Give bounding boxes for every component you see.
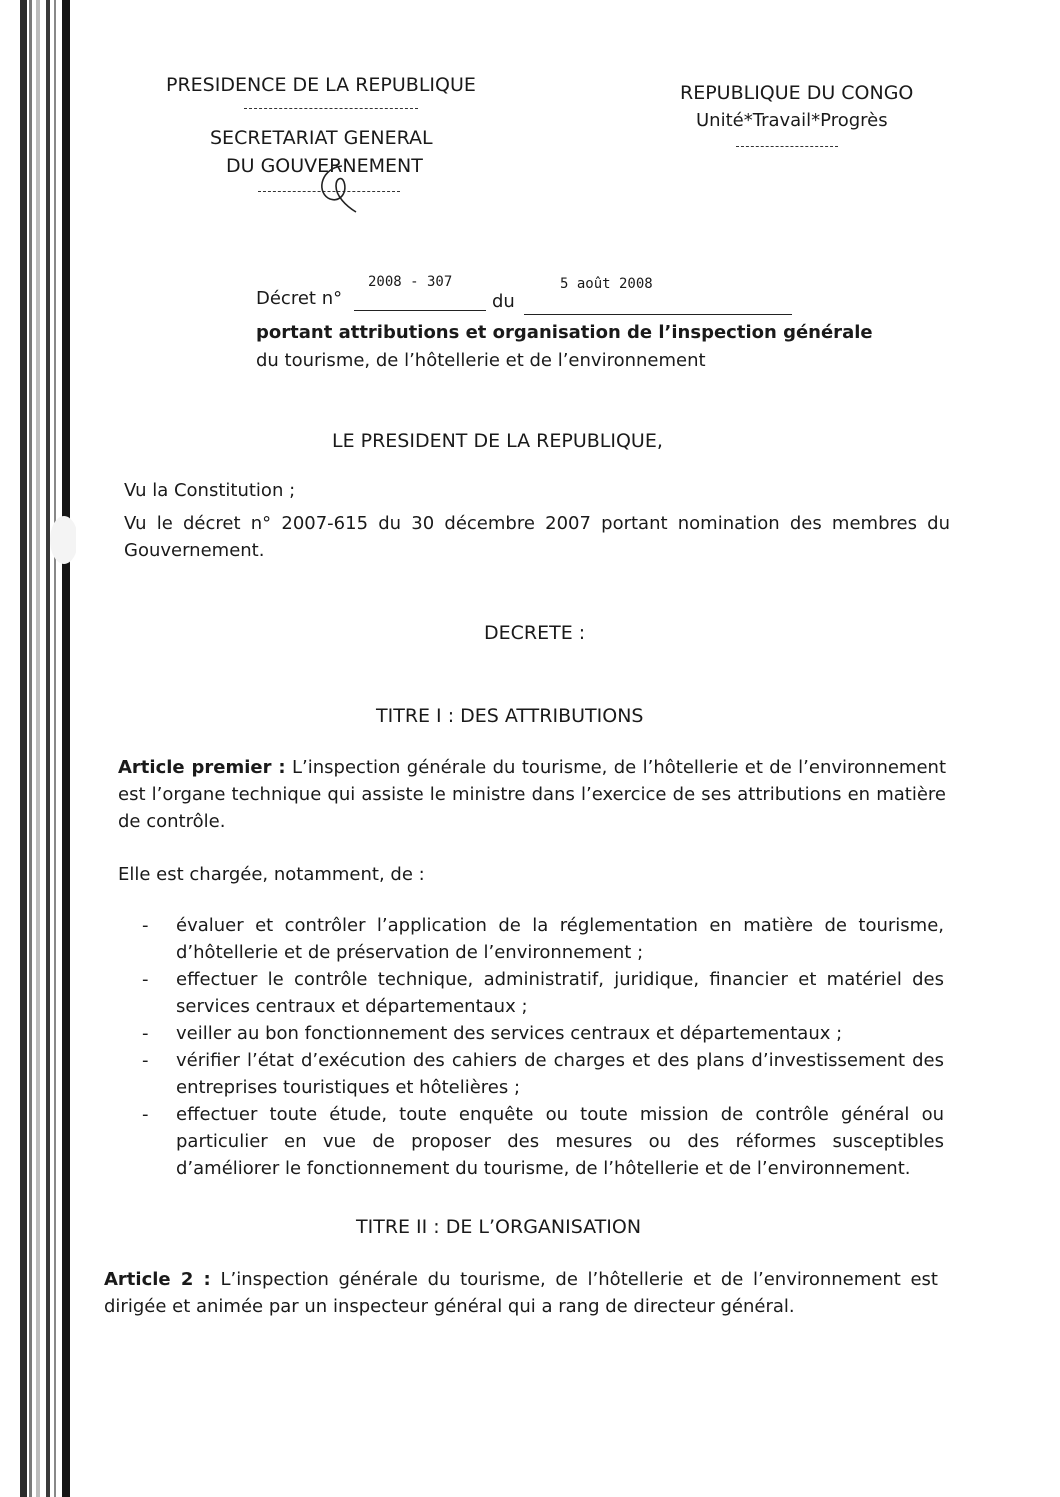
president-heading: LE PRESIDENT DE LA REPUBLIQUE, [332, 430, 663, 452]
article-2 [104, 1266, 938, 1320]
list-item: - veiller au bon fonctionnement des services centraux et départementaux ; [142, 1023, 843, 1044]
attributions-list [142, 912, 944, 1182]
decree-date-line [524, 314, 792, 315]
article-premier-text: L’inspection générale du tourisme, de l’hôtellerie et de l’environnement est l’organe technique qui assiste le ministre dans l’exercice de ses attributions en matière de contrôle. [118, 757, 946, 832]
decree-date: 5 août 2008 [560, 276, 653, 292]
header-presidence: PRESIDENCE DE LA REPUBLIQUE [166, 74, 476, 96]
visa-decret: Vu le décret n° 2007-615 du 30 décembre 2007 portant nomination des membres du Gouvernement. [124, 513, 950, 561]
list-item: - effectuer le contrôle technique, administratif, juridique, financier et matériel des services centraux et départementaux ; [142, 969, 944, 1017]
header-republique-congo: REPUBLIQUE DU CONGO [680, 82, 914, 104]
decrete-heading: DECRETE : [484, 622, 586, 644]
header-secretariat: SECRETARIAT GENERAL [210, 127, 433, 149]
header-devise: Unité*Travail*Progrès [696, 110, 888, 131]
titre-1-heading: TITRE I : DES ATTRIBUTIONS [376, 705, 644, 727]
header-gouvernement: DU GOUVERNEMENT [226, 155, 423, 177]
decree-subject-line1: portant attributions et organisation de l’inspection générale [256, 322, 873, 343]
scan-binding-strip [20, 0, 76, 1497]
titre-2-heading: TITRE II : DE L’ORGANISATION [356, 1216, 642, 1238]
decree-number: 2008 - 307 [368, 274, 453, 290]
initials-signature [312, 160, 362, 216]
visa-constitution: Vu la Constitution ; [124, 480, 296, 501]
decree-number-label: Décret n° [256, 288, 343, 309]
decree-number-line [354, 310, 486, 311]
list-item: - vérifier l’état d’exécution des cahiers de charges et des plans d’investissement des entreprises touristiques et hôtelières ; [142, 1050, 944, 1098]
article-2-lead: Article 2 : [104, 1269, 211, 1290]
header-separator [244, 108, 418, 109]
list-intro: Elle est chargée, notamment, de : [118, 864, 425, 885]
article-premier-lead: Article premier : [118, 757, 286, 778]
article-premier [118, 754, 946, 835]
decree-date-label: du [492, 291, 515, 312]
decree-subject-line2: du tourisme, de l’hôtellerie et de l’environnement [256, 350, 706, 371]
list-item: - évaluer et contrôler l’application de la réglementation en matière de tourisme, d’hôtellerie et de préservation de l’environnement ; [142, 915, 944, 963]
article-2-text: L’inspection générale du tourisme, de l’hôtellerie et de l’environnement est dirigée et animée par un inspecteur général qui a rang de directeur général. [104, 1269, 938, 1317]
header-separator [736, 146, 838, 147]
list-item: - effectuer toute étude, toute enquête ou toute mission de contrôle général ou particulier en vue de proposer des mesures ou des réformes susceptibles d’améliorer le fonctionnement du tourisme, de l’hôtellerie et de l’environnement. [142, 1104, 944, 1179]
